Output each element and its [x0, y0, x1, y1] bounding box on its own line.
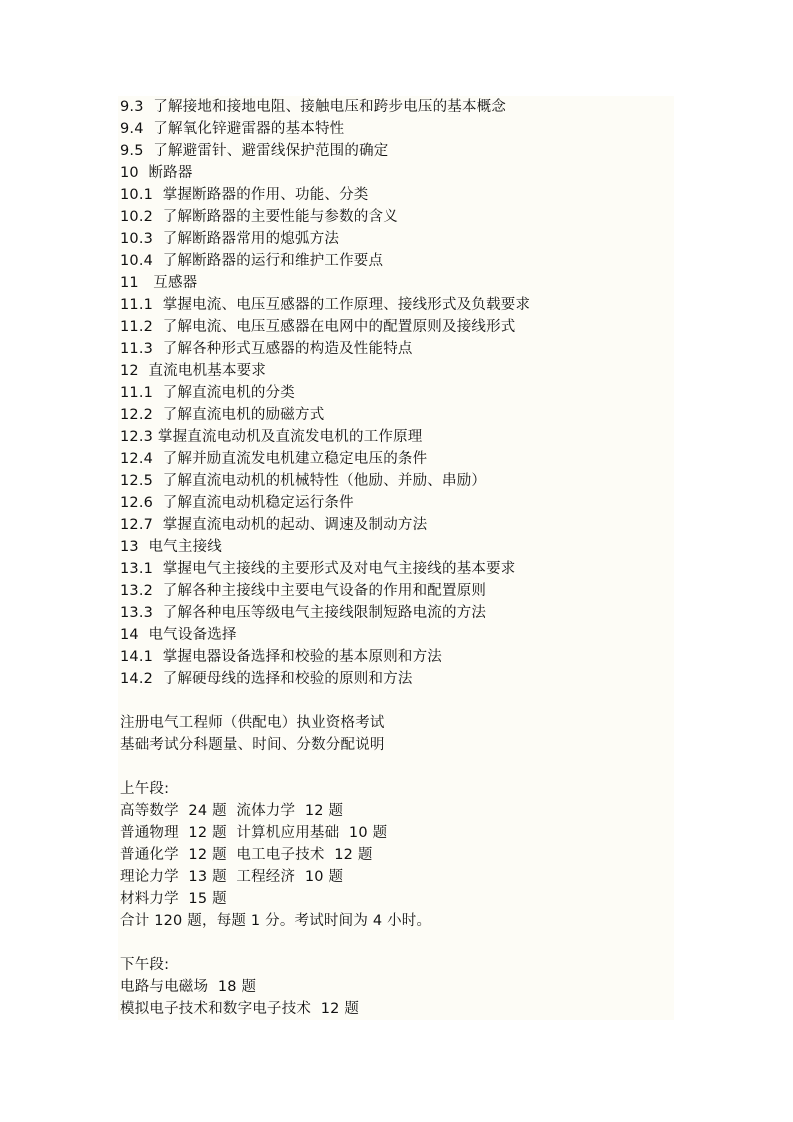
- text-line: 13 电气主接线: [120, 539, 222, 555]
- text-lines: [120, 96, 674, 1020]
- text-line: 13.1 掌握电气主接线的主要形式及对电气主接线的基本要求: [120, 561, 516, 577]
- text-line: 理论力学 13 题 工程经济 10 题: [120, 869, 344, 885]
- text-line: 合计 120 题，每题 1 分。考试时间为 4 小时。: [120, 913, 432, 929]
- text-line: 14.1 掌握电器设备选择和校验的基本原则和方法: [120, 649, 443, 665]
- text-line: 基础考试分科题量、时间、分数分配说明: [120, 737, 385, 753]
- text-line: 12 直流电机基本要求: [120, 363, 267, 379]
- text-line: 9.3 了解接地和接地电阻、接触电压和跨步电压的基本概念: [120, 99, 507, 115]
- text-line: 11.2 了解电流、电压互感器在电网中的配置原则及接线形式: [120, 319, 516, 335]
- text-line: 9.5 了解避雷针、避雷线保护范围的确定: [120, 143, 389, 159]
- text-line: 10 断路器: [120, 165, 193, 181]
- text-line: 13.3 了解各种电压等级电气主接线限制短路电流的方法: [120, 605, 487, 621]
- text-line: 12.4 了解并励直流发电机建立稳定电压的条件: [120, 451, 428, 467]
- text-line: 普通化学 12 题 电工电子技术 12 题: [120, 847, 373, 863]
- text-line: 10.1 掌握断路器的作用、功能、分类: [120, 187, 369, 203]
- text-line: 11.1 了解直流电机的分类: [120, 385, 296, 401]
- text-line: 上午段:: [120, 781, 170, 797]
- text-line: 10.2 了解断路器的主要性能与参数的含义: [120, 209, 398, 225]
- text-line: 下午段:: [120, 957, 170, 973]
- blank-line: [120, 756, 674, 778]
- text-line: 10.4 了解断路器的运行和维护工作要点: [120, 253, 384, 269]
- text-line: 11.3 了解各种形式互感器的构造及性能特点: [120, 341, 413, 357]
- text-line: 10.3 了解断路器常用的熄弧方法: [120, 231, 340, 247]
- text-line: 普通物理 12 题 计算机应用基础 10 题: [120, 825, 388, 841]
- text-line: 11 互感器: [120, 275, 198, 291]
- text-line: 注册电气工程师（供配电）执业资格考试: [120, 715, 385, 731]
- text-line: 12.2 了解直流电机的励磁方式: [120, 407, 325, 423]
- text-line: 11.1 掌握电流、电压互感器的工作原理、接线形式及负载要求: [120, 297, 531, 313]
- text-line: 12.3 掌握直流电动机及直流发电机的工作原理: [120, 429, 423, 445]
- text-line: 材料力学 15 题: [120, 891, 227, 907]
- text-line: 电路与电磁场 18 题: [120, 979, 257, 995]
- text-line: 高等数学 24 题 流体力学 12 题: [120, 803, 344, 819]
- text-block: [118, 96, 674, 1020]
- blank-line: [120, 932, 674, 954]
- text-line: 12.6 了解直流电动机稳定运行条件: [120, 495, 354, 511]
- text-line: 14.2 了解硬母线的选择和校验的原则和方法: [120, 671, 413, 687]
- text-line: 模拟电子技术和数字电子技术 12 题: [120, 1001, 360, 1017]
- text-line: 12.7 掌握直流电动机的起动、调速及制动方法: [120, 517, 428, 533]
- text-line: 9.4 了解氧化锌避雷器的基本特性: [120, 121, 345, 137]
- text-line: 12.5 了解直流电动机的机械特性（他励、并励、串励）: [120, 473, 487, 489]
- text-line: 14 电气设备选择: [120, 627, 237, 643]
- text-line: 13.2 了解各种主接线中主要电气设备的作用和配置原则: [120, 583, 487, 599]
- blank-line: [120, 690, 674, 712]
